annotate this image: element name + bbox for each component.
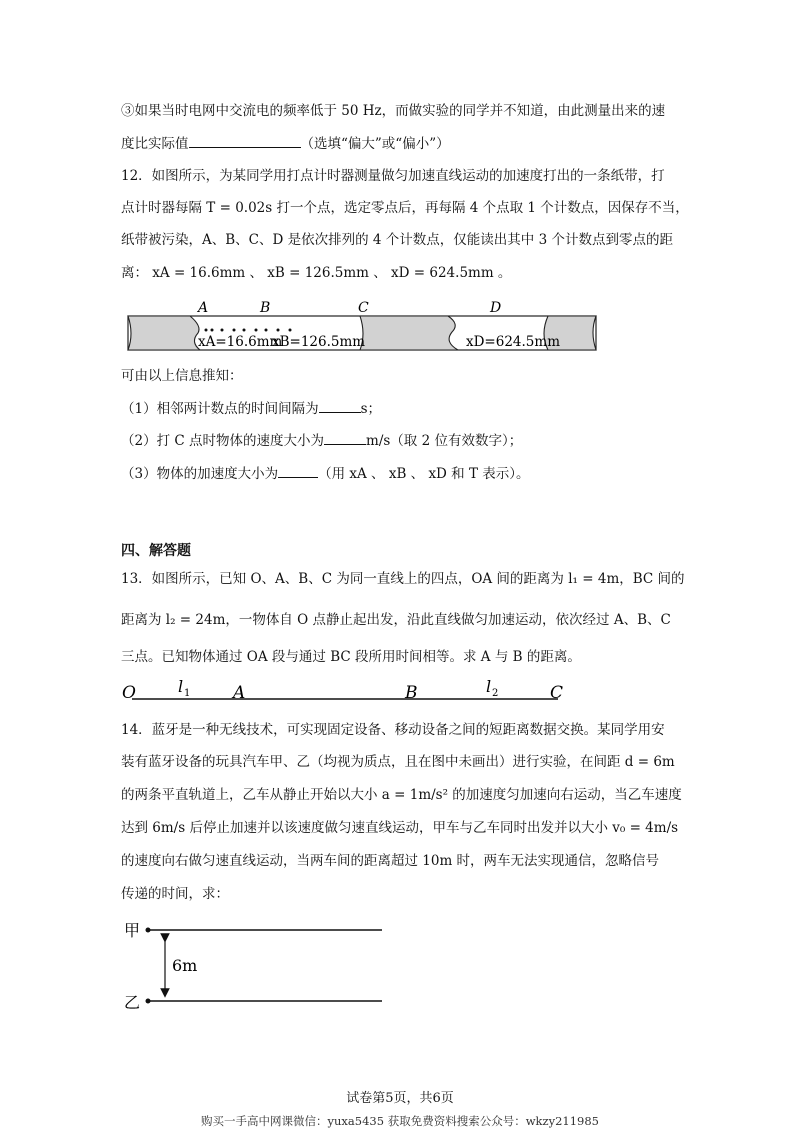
q12-line4: 离： xA = 16.6mm 、 xB = 126.5mm 、 xD = 624.5mm 。 — [121, 265, 512, 281]
paper-tape-diagram — [120, 298, 605, 358]
tracks-diagram — [118, 918, 388, 1010]
q14-line6: 传递的时间，求： — [121, 886, 229, 902]
tape-xb-label: xB=126.5mm — [272, 334, 366, 350]
q14-line1: 14．蓝牙是一种无线技术，可实现固定设备、移动设备之间的短距离数据交换。某同学用安 — [121, 722, 665, 738]
point-b: B — [405, 683, 418, 703]
point-c: C — [550, 683, 564, 703]
q12-sub1-pre: （1）相邻两计数点的时间间隔为 — [121, 401, 319, 417]
tape-label-c: C — [358, 300, 369, 316]
tape-xd-label: xD=624.5mm — [466, 334, 560, 350]
q14-line2: 装有蓝牙设备的玩具汽车甲、乙（均视为质点，且在图中未画出）进行实验，在间距 d = 6m — [121, 754, 675, 770]
q14-line4: 达到 6m/s 后停止加速并以该速度做匀速直线运动，甲车与乙车同时出发并以大小 v₀ = 4m/s — [121, 820, 679, 836]
q12-sub3-pre: （3）物体的加速度大小为 — [121, 466, 279, 482]
q12-sub3 — [121, 463, 730, 484]
oabc-line-diagram — [118, 676, 578, 706]
q13-line1: 13．如图所示，已知 O、A、B、C 为同一直线上的四点，OA 间的距离为 l₁ = 4m，BC 间的 — [121, 571, 685, 587]
car-jia-label: 甲 — [124, 921, 141, 940]
section-title: 四、解答题 — [121, 543, 191, 559]
smudge-middle — [360, 316, 458, 350]
segment-l1-sub: 1 — [184, 688, 191, 699]
point-a: A — [233, 683, 246, 703]
q12-sub2-post: m/s（取 2 位有效数字）； — [366, 433, 523, 449]
point-o: O — [122, 683, 136, 703]
tape-label-d: D — [490, 300, 502, 316]
answer-blank[interactable] — [189, 133, 301, 148]
answer-blank[interactable] — [324, 430, 366, 445]
q12-line3: 纸带被污染，A、B、C、D 是依次排列的 4 个计数点，仅能读出其中 3 个计数点到零点的距 — [121, 232, 673, 248]
segment-l1-label: l — [178, 677, 184, 696]
segment-l2-label: l — [486, 677, 492, 696]
tape-label-b: B — [260, 300, 271, 316]
q11-3-line2-post: （选填“偏大”或“偏小”） — [300, 136, 450, 152]
tape-xa-label: xA=16.6mm — [198, 334, 283, 350]
q11-3-line1: ③如果当时电网中交流电的频率低于 50 Hz，而做实验的同学并不知道，由此测量出来的速 — [121, 103, 666, 119]
q12-sub1 — [121, 398, 730, 419]
q12-sub1-post: s； — [360, 401, 382, 417]
answer-blank[interactable] — [319, 398, 361, 413]
page-number: 试卷第5页，共6页 — [346, 1091, 454, 1106]
car-yi-label: 乙 — [124, 993, 141, 1010]
answer-blank[interactable] — [278, 463, 318, 478]
segment-l2-sub: 2 — [492, 688, 499, 699]
q11-3-line2-pre: 度比实际值 — [121, 136, 189, 152]
q14-line3: 的两条平直轨道上，乙车从静止开始以大小 a = 1m/s² 的加速度匀加速向右运动，当乙车速度 — [121, 787, 682, 803]
q12-line2: 点计时器每隔 T = 0.02s 打一个点，选定零点后，再每隔 4 个点取 1 个计数点，因保存不当， — [121, 200, 689, 216]
q12-sub2-pre: （2）打 C 点时物体的速度大小为 — [121, 433, 325, 449]
q12-line1: 12．如图所示，为某同学用打点计时器测量做匀加速直线运动的加速度打出的一条纸带，打 — [121, 168, 665, 184]
distance-label: 6m — [172, 956, 198, 975]
tape-label-a: A — [198, 300, 209, 316]
watermark: 购买一手高中网课微信：yuxa5435 获取免费资料搜索公众号：wkzy211985 — [201, 1114, 599, 1128]
smudge-left — [128, 316, 200, 350]
q13-line3: 三点。已知物体通过 OA 段与通过 BC 段所用时间相等。求 A 与 B 的距离。 — [121, 649, 581, 665]
q13-line2: 距离为 l₂ = 24m，一物体自 O 点静止起出发，沿此直线做匀加速运动，依次经过 A、B、C — [121, 612, 671, 628]
q12-infer: 可由以上信息推知： — [121, 368, 243, 384]
q14-line5: 的速度向右做匀速直线运动，当两车间的距离超过 10m 时，两车无法实现通信，忽略信号 — [121, 853, 660, 869]
q12-sub3-post: （用 xA 、 xB 、 xD 和 T 表示）。 — [318, 466, 530, 482]
q11-3-line2 — [121, 133, 730, 154]
q12-sub2 — [121, 430, 730, 451]
